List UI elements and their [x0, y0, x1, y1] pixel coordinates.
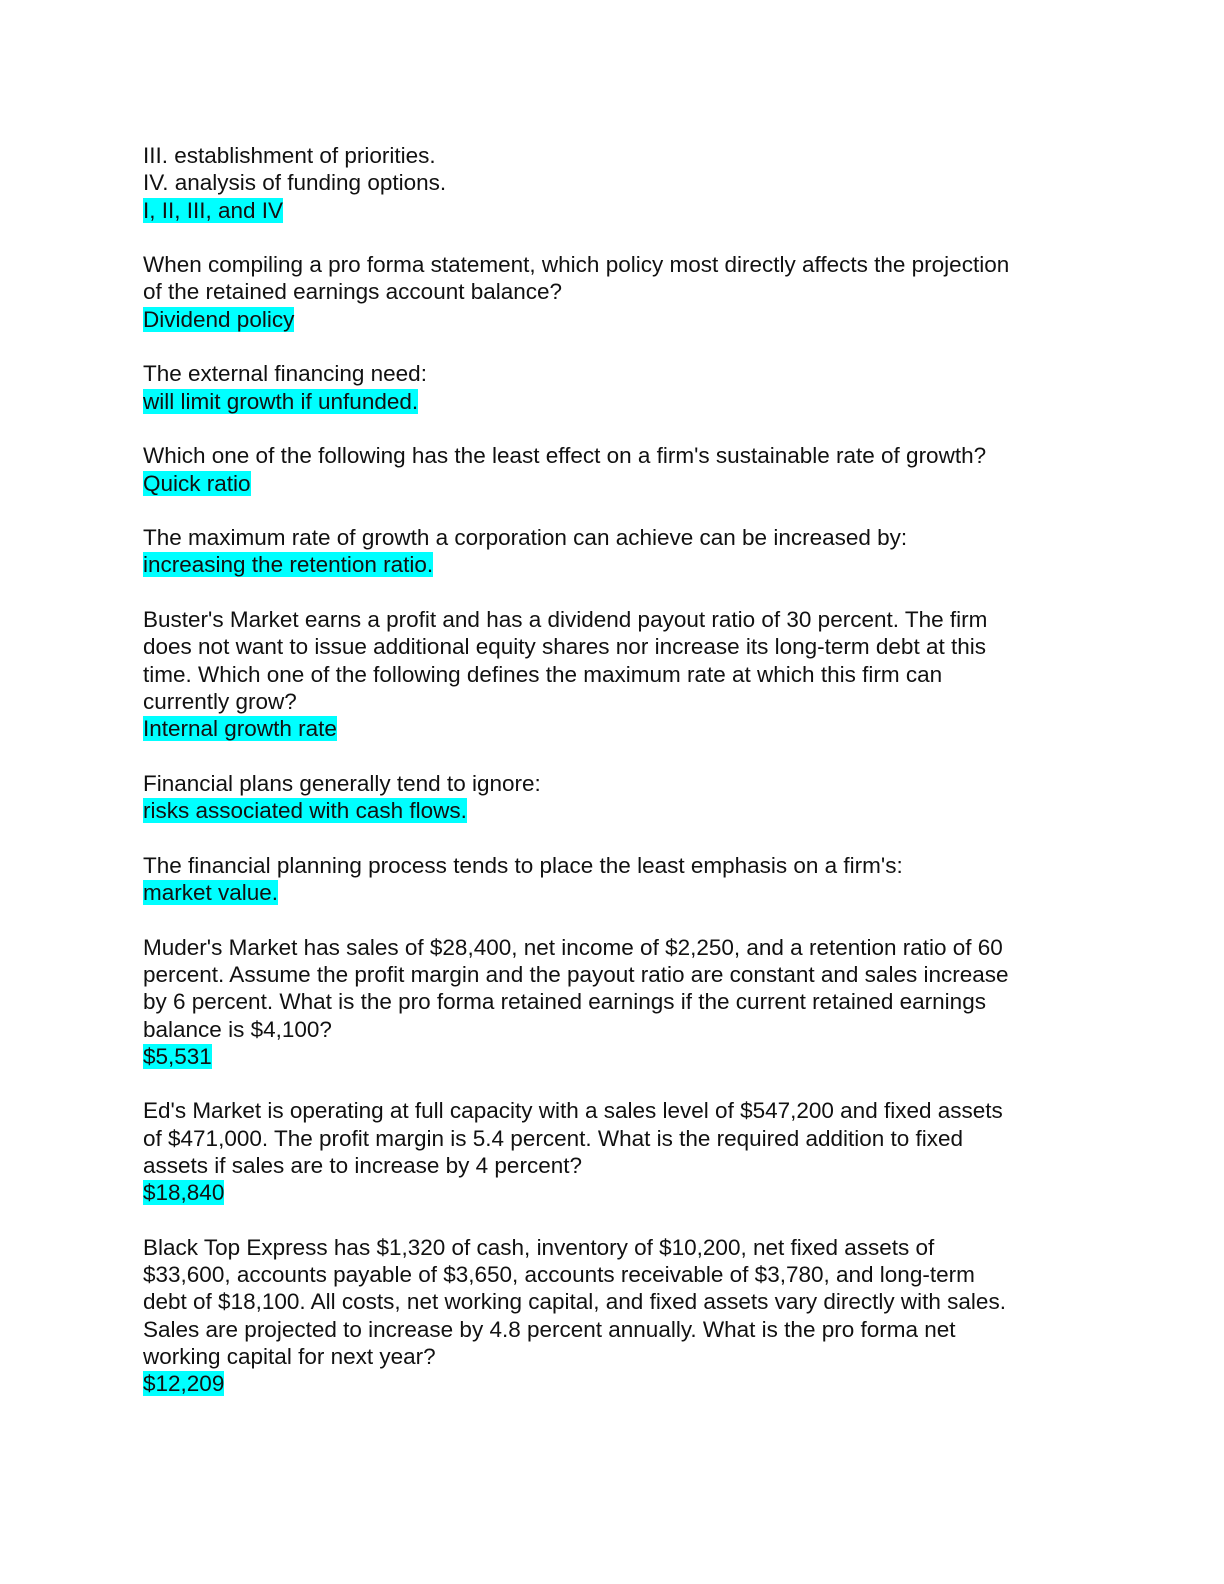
spacer [143, 743, 1073, 770]
question-line: IV. analysis of funding options. [143, 170, 447, 196]
question-line: debt of $18,100. All costs, net working capital, and fixed assets vary directly with sales. [143, 1289, 1006, 1315]
question-block [143, 442, 1073, 497]
answer-highlight: will limit growth if unfunded. [143, 388, 419, 414]
question-block [143, 770, 1073, 825]
question-line: working capital for next year? [143, 1344, 436, 1370]
document-page [143, 142, 1073, 1398]
question-block [143, 852, 1073, 907]
question-line: by 6 percent. What is the pro forma retained earnings if the current retained earnings [143, 989, 986, 1015]
answer-highlight: I, II, III, and IV [143, 197, 284, 223]
question-list [143, 224, 1073, 1398]
question-line: Black Top Express has $1,320 of cash, inventory of $10,200, net fixed assets of [143, 1234, 935, 1260]
question-line: $33,600, accounts payable of $3,650, accounts receivable of $3,780, and long-term [143, 1262, 975, 1288]
spacer [143, 906, 1073, 933]
answer-highlight: Dividend policy [143, 306, 295, 332]
spacer [143, 1207, 1073, 1234]
spacer [143, 224, 1073, 251]
answer-highlight: risks associated with cash flows. [143, 798, 467, 824]
answer-highlight: $12,209 [143, 1371, 225, 1397]
answer-highlight: Quick ratio [143, 470, 251, 496]
question-line: The maximum rate of growth a corporation can achieve can be increased by: [143, 525, 908, 551]
question-line: The external financing need: [143, 361, 427, 387]
question-block [143, 934, 1073, 1070]
answer-highlight: market value. [143, 880, 279, 906]
spacer [143, 415, 1073, 442]
question-line: Ed's Market is operating at full capacity with a sales level of $547,200 and fixed assets [143, 1098, 1003, 1124]
question-block [143, 1097, 1073, 1206]
question-line: time. Which one of the following defines the maximum rate at which this firm can [143, 661, 943, 687]
question-line: assets if sales are to increase by 4 percent? [143, 1152, 582, 1178]
question-block [143, 1234, 1073, 1398]
question-line: percent. Assume the profit margin and the payout ratio are constant and sales increase [143, 961, 1009, 987]
intro-block [143, 142, 1073, 224]
question-line: Buster's Market earns a profit and has a dividend payout ratio of 30 percent. The firm [143, 607, 988, 633]
spacer [143, 333, 1073, 360]
question-line: balance is $4,100? [143, 1016, 332, 1042]
question-line: does not want to issue additional equity shares nor increase its long-term debt at this [143, 634, 986, 660]
question-line: III. establishment of priorities. [143, 143, 436, 168]
question-block [143, 524, 1073, 579]
question-block [143, 360, 1073, 415]
question-line: currently grow? [143, 688, 297, 714]
question-line: Sales are projected to increase by 4.8 percent annually. What is the pro forma net [143, 1316, 956, 1342]
question-line: of the retained earnings account balance? [143, 279, 563, 305]
answer-highlight: $5,531 [143, 1043, 212, 1069]
question-line: When compiling a pro forma statement, which policy most directly affects the projection [143, 252, 1010, 278]
spacer [143, 1070, 1073, 1097]
question-block [143, 251, 1073, 333]
question-line: Financial plans generally tend to ignore: [143, 770, 541, 796]
spacer [143, 497, 1073, 524]
answer-highlight: $18,840 [143, 1180, 225, 1206]
question-block [143, 606, 1073, 742]
question-line: The financial planning process tends to place the least emphasis on a firm's: [143, 852, 903, 878]
question-line: Muder's Market has sales of $28,400, net income of $2,250, and a retention ratio of 60 [143, 934, 1003, 960]
answer-highlight: increasing the retention ratio. [143, 552, 434, 578]
spacer [143, 824, 1073, 851]
question-line: Which one of the following has the least effect on a firm's sustainable rate of growth? [143, 443, 987, 469]
question-line: of $471,000. The profit margin is 5.4 percent. What is the required addition to fixed [143, 1125, 964, 1151]
answer-highlight: Internal growth rate [143, 716, 337, 742]
spacer [143, 579, 1073, 606]
